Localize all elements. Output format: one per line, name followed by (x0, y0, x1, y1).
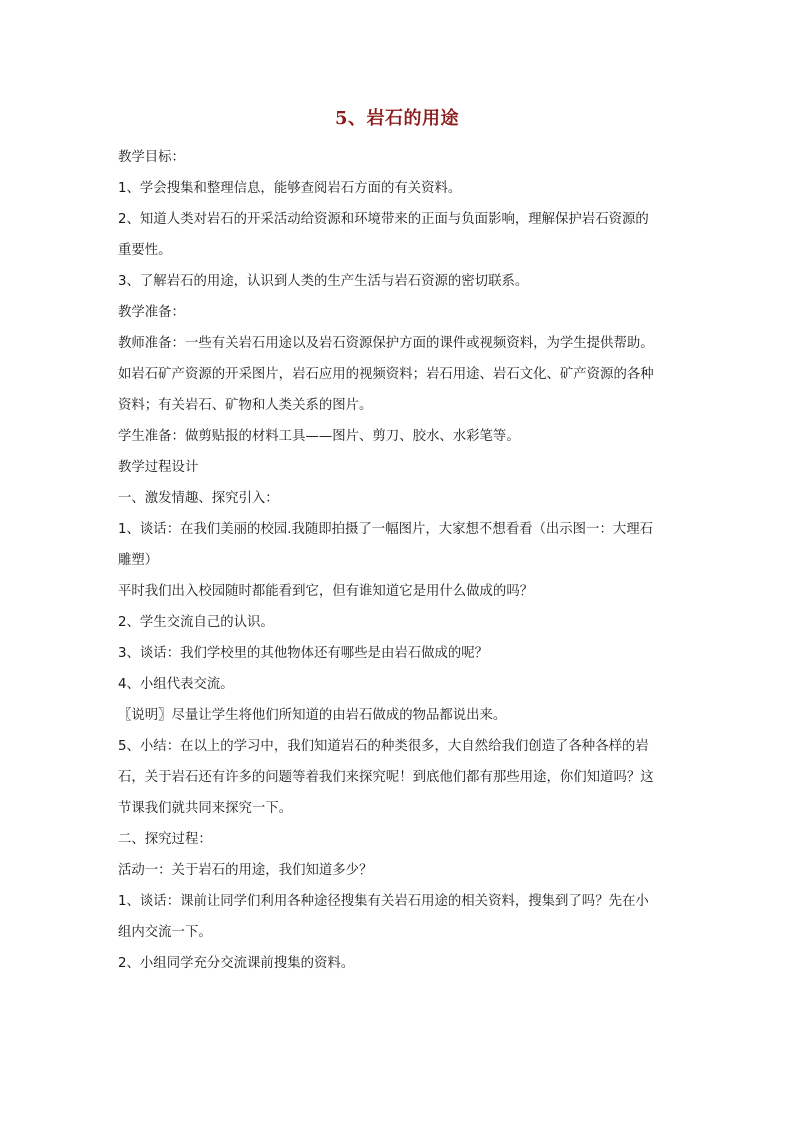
text-line: 2、小组同学充分交流课前搜集的资料。 (118, 956, 355, 971)
text-line: 教学目标： (118, 150, 185, 165)
text-line: 平时我们出入校园随时都能看到它，但有谁知道它是用什么做成的吗？ (118, 584, 534, 599)
document-body (118, 142, 678, 979)
text-line: 资料；有关岩石、矿物和人类关系的图片。 (118, 398, 373, 413)
text-line: 教学准备： (118, 305, 185, 320)
text-line: 石，关于岩石还有许多的问题等着我们来探究呢！到底他们都有那些用途，你们知道吗？这 (118, 770, 654, 785)
text-line: 重要性。 (118, 243, 172, 258)
text-line: 1、谈话：在我们美丽的校园.我随即拍摄了一幅图片，大家想不想看看（出示图一：大理石 (118, 522, 654, 537)
text-line: 学生准备：做剪贴报的材料工具——图片、剪刀、胶水、水彩笔等。 (118, 429, 520, 444)
text-line: 一、激发情趣、探究引入： (118, 491, 279, 506)
text-line: 5、小结：在以上的学习中，我们知道岩石的种类很多，大自然给我们创造了各种各样的岩 (118, 739, 649, 754)
text-line: 教学过程设计 (118, 460, 199, 475)
text-line: 如岩石矿产资源的开采图片，岩石应用的视频资料；岩石用途、岩石文化、矿产资源的各种 (118, 367, 654, 382)
text-line: 活动一：关于岩石的用途，我们知道多少？ (118, 863, 373, 878)
text-line: 3、了解岩石的用途，认识到人类的生产生活与岩石资源的密切联系。 (118, 274, 529, 289)
text-line: 2、知道人类对岩石的开采活动给资源和环境带来的正面与负面影响，理解保护岩石资源的 (118, 212, 649, 227)
text-line: 组内交流一下。 (118, 925, 212, 940)
text-line: 〖说明〗尽量让学生将他们所知道的由岩石做成的物品都说出来。 (118, 708, 507, 723)
text-line: 二、探究过程： (118, 832, 212, 847)
text-line: 3、谈话：我们学校里的其他物体还有哪些是由岩石做成的呢？ (118, 646, 489, 661)
text-line: 教师准备：一些有关岩石用途以及岩石资源保护方面的课件或视频资料，为学生提供帮助。 (118, 336, 654, 351)
text-line: 1、学会搜集和整理信息，能够查阅岩石方面的有关资料。 (118, 181, 462, 196)
text-line: 4、小组代表交流。 (118, 677, 234, 692)
document-title: 5、岩石的用途 (334, 108, 460, 129)
text-line: 2、学生交流自己的认识。 (118, 615, 274, 630)
text-line: 1、谈话：课前让同学们利用各种途径搜集有关岩石用途的相关资料，搜集到了吗？先在小 (118, 894, 649, 909)
text-line: 雕塑） (118, 553, 159, 568)
text-line: 节课我们就共同来探究一下。 (118, 801, 293, 816)
